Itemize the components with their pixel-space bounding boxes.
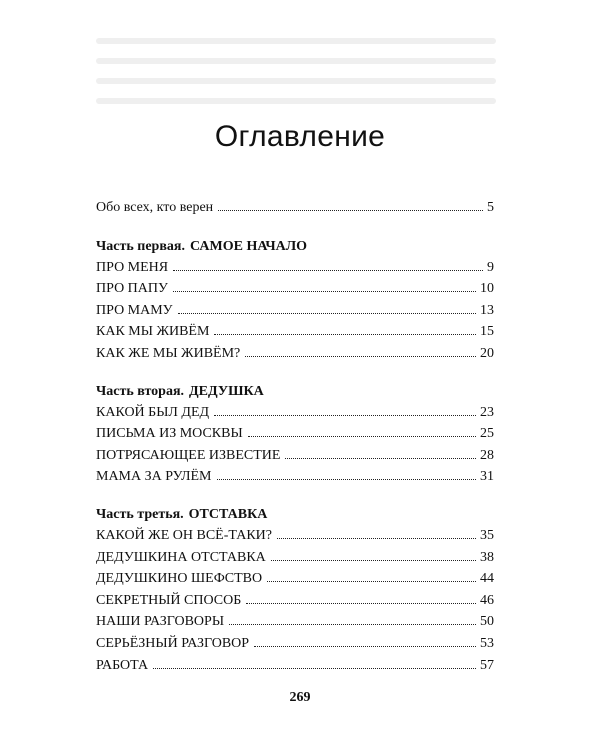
toc-entry[interactable] bbox=[96, 346, 494, 368]
toc-entry[interactable] bbox=[96, 636, 494, 658]
entry-label: КАК МЫ ЖИВЁМ bbox=[96, 324, 210, 340]
toc-entry[interactable] bbox=[96, 658, 494, 680]
toc-entry[interactable] bbox=[96, 469, 494, 491]
entry-label: СЕРЬЁЗНЫЙ РАЗГОВОР bbox=[96, 635, 250, 651]
dot-leader bbox=[229, 624, 476, 625]
toc-part bbox=[96, 507, 494, 679]
entry-label: ПРО МЕНЯ bbox=[96, 259, 169, 275]
toc-entry[interactable] bbox=[96, 448, 494, 470]
toc-entry[interactable] bbox=[96, 260, 494, 282]
entry-page-number: 9 bbox=[487, 259, 494, 275]
entry-page-number: 31 bbox=[480, 469, 494, 485]
entry-label: ПИСЬМА ИЗ МОСКВЫ bbox=[96, 426, 243, 442]
bleed-through-line bbox=[96, 98, 496, 104]
part-title: САМОЕ НАЧАЛО bbox=[189, 238, 308, 254]
part-title: ОТСТАВКА bbox=[188, 506, 268, 522]
entry-label: ПРО ПАПУ bbox=[96, 281, 168, 297]
dot-leader bbox=[214, 334, 476, 335]
dot-leader bbox=[173, 291, 476, 292]
dot-leader bbox=[217, 479, 476, 480]
entry-label: СЕКРЕТНЫЙ СПОСОБ bbox=[96, 592, 242, 608]
entry-page-number: 46 bbox=[480, 592, 494, 608]
toc-entry[interactable] bbox=[96, 528, 494, 550]
dot-leader bbox=[271, 560, 476, 561]
entry-label: ПОТРЯСАЮЩЕЕ ИЗВЕСТИЕ bbox=[96, 447, 281, 463]
entry-page-number: 25 bbox=[480, 426, 494, 442]
bleed-through-line bbox=[96, 38, 496, 44]
entry-label: ДЕДУШКИНО ШЕФСТВО bbox=[96, 571, 263, 587]
entry-label: Обо всех, кто верен bbox=[96, 200, 214, 215]
dot-leader bbox=[285, 458, 476, 459]
entry-label: ПРО МАМУ bbox=[96, 302, 173, 318]
toc-entry[interactable] bbox=[96, 281, 494, 303]
part-kicker: Часть третья. bbox=[96, 506, 184, 522]
toc-entry[interactable] bbox=[96, 324, 494, 346]
page-title: Оглавление bbox=[214, 120, 386, 153]
dot-leader bbox=[214, 415, 476, 416]
part-kicker: Часть первая. bbox=[96, 238, 185, 254]
entry-page-number: 20 bbox=[480, 345, 494, 361]
page-number: 269 bbox=[289, 690, 311, 705]
part-kicker: Часть вторая. bbox=[96, 383, 185, 399]
entry-page-number: 57 bbox=[480, 657, 494, 673]
toc-entry[interactable] bbox=[96, 593, 494, 615]
toc-entry[interactable] bbox=[96, 303, 494, 325]
dot-leader bbox=[218, 210, 483, 211]
dot-leader bbox=[248, 436, 476, 437]
toc-entry[interactable] bbox=[96, 614, 494, 636]
part-heading[interactable] bbox=[96, 384, 494, 405]
dot-leader bbox=[246, 603, 476, 604]
entry-page-number: 10 bbox=[480, 281, 494, 297]
toc-part bbox=[96, 384, 494, 491]
dot-leader bbox=[254, 646, 476, 647]
entry-page-number: 5 bbox=[487, 200, 494, 215]
entry-label: ДЕДУШКИНА ОТСТАВКА bbox=[96, 549, 266, 565]
toc-entry[interactable] bbox=[96, 405, 494, 427]
entry-label: МАМА ЗА РУЛЁМ bbox=[96, 469, 212, 485]
table-of-contents bbox=[96, 200, 494, 695]
entry-page-number: 28 bbox=[480, 447, 494, 463]
entry-page-number: 15 bbox=[480, 324, 494, 340]
entry-page-number: 38 bbox=[480, 549, 494, 565]
toc-entry[interactable] bbox=[96, 426, 494, 448]
toc-part bbox=[96, 239, 494, 368]
entry-page-number: 53 bbox=[480, 635, 494, 651]
entry-label: КАКОЙ БЫЛ ДЕД bbox=[96, 404, 210, 420]
dot-leader bbox=[267, 581, 476, 582]
entry-page-number: 50 bbox=[480, 614, 494, 630]
entry-label: НАШИ РАЗГОВОРЫ bbox=[96, 614, 225, 630]
entry-page-number: 13 bbox=[480, 302, 494, 318]
entry-label: КАКОЙ ЖЕ ОН ВСЁ-ТАКИ? bbox=[96, 527, 272, 543]
dot-leader bbox=[173, 270, 483, 271]
bleed-through-line bbox=[96, 58, 496, 64]
dot-leader bbox=[277, 538, 476, 539]
bleed-through-line bbox=[96, 78, 496, 84]
dot-leader bbox=[245, 356, 476, 357]
entry-page-number: 44 bbox=[480, 571, 494, 587]
toc-entry[interactable] bbox=[96, 571, 494, 593]
part-title: ДЕДУШКА bbox=[189, 383, 264, 399]
toc-entry[interactable] bbox=[96, 550, 494, 572]
part-heading[interactable] bbox=[96, 239, 494, 260]
toc-parts bbox=[96, 239, 494, 680]
part-heading[interactable] bbox=[96, 507, 494, 528]
entry-label: РАБОТА bbox=[96, 657, 149, 673]
entry-page-number: 23 bbox=[480, 404, 494, 420]
dot-leader bbox=[178, 313, 476, 314]
entry-page-number: 35 bbox=[480, 527, 494, 543]
toc-entry-intro[interactable] bbox=[96, 200, 494, 222]
entry-label: КАК ЖЕ МЫ ЖИВЁМ? bbox=[96, 345, 241, 361]
dot-leader bbox=[153, 668, 476, 669]
